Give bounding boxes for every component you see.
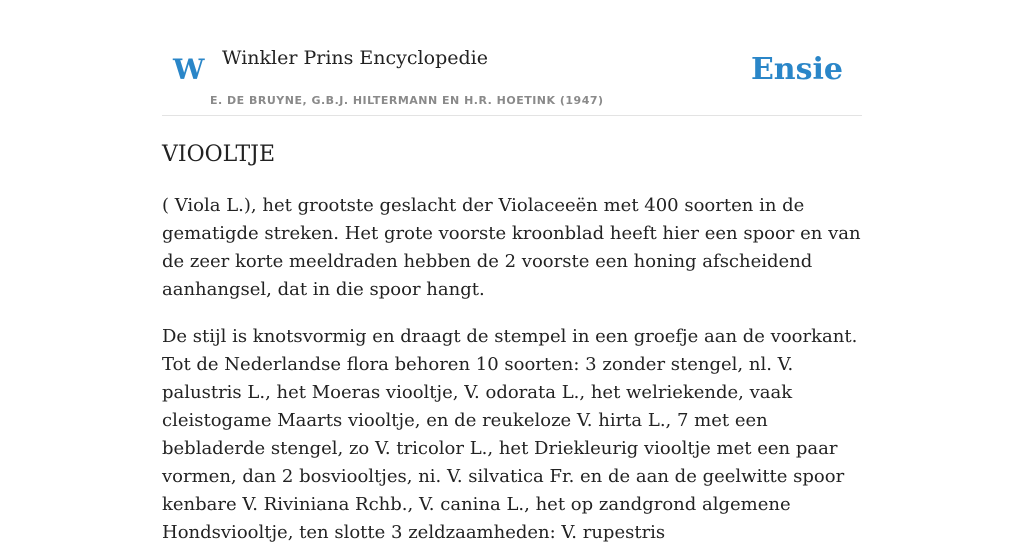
article xyxy=(162,138,862,547)
site-header xyxy=(162,36,862,116)
site-title[interactable]: Winkler Prins Encyclopedie xyxy=(222,47,488,69)
authors-byline: E. DE BRUYNE, G.B.J. HILTERMANN EN H.R. HOETINK (1947) xyxy=(210,94,604,107)
site-logo-icon[interactable]: W xyxy=(173,53,205,86)
article-paragraph: De stijl is knotsvormig en draagt de stempel in een groefje aan de voorkant. Tot de Nederlandse flora behoren 10 soorten: 3 zonder stengel, nl. V. palustris L., het Moeras viooltje, V. odorata L., het welriekende, vaak cleistogame Maarts viooltje, en de reukeloze V. hirta L., 7 met een bebladerde stengel, zo V. tricolor L., het Driekleurig viooltje met een paar vormen, dan 2 bosviooltjes, ni. V. silvatica Fr. en de aan de geelwitte spoor kenbare V. Riviniana Rchb., V. canina L., het op zandgrond algemene Hondsviooltje, ten slotte 3 zeldzaamheden: V. rupestris xyxy=(162,326,858,543)
article-paragraph: ( Viola L.), het grootste geslacht der Violaceeën met 400 soorten in de gematigde streken. Het grote voorste kroonblad heeft hier een spoor en van de zeer korte meeldraden hebben de 2 voorste een honing afscheidend aanhangsel, dat in die spoor hangt. xyxy=(162,195,861,300)
article-title: VIOOLTJE xyxy=(162,142,276,167)
brand-logo-link[interactable]: Ensie xyxy=(750,52,843,87)
